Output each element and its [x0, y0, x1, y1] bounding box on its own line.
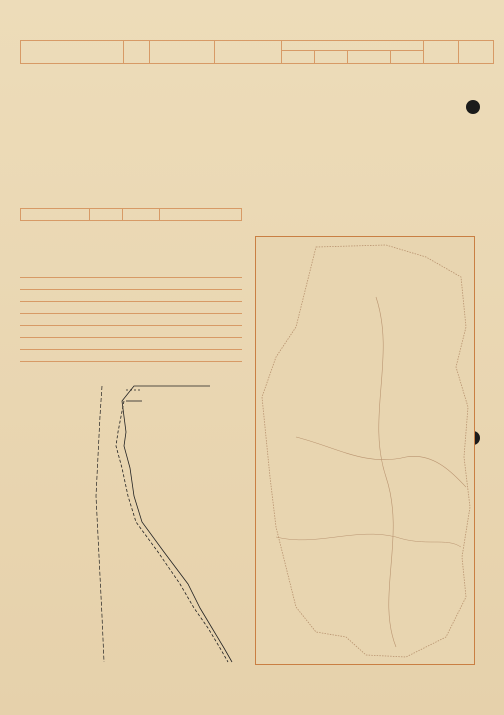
soil-row: [20, 314, 242, 326]
soil-row: [20, 326, 242, 338]
col-schneehoehe: [458, 41, 493, 64]
soil-header-row: [20, 266, 242, 278]
col-t7: [281, 51, 314, 64]
pressure-table: [20, 208, 242, 221]
soil-row: [20, 290, 242, 302]
pressure-col-reduced: [160, 209, 242, 221]
pressure-col-hoehe: [90, 209, 123, 221]
dewpoint-curve: [96, 386, 104, 662]
punch-hole: [466, 100, 480, 114]
pressure-col-mb: [123, 209, 160, 221]
col-temperatur: [281, 41, 423, 51]
map-outline: [256, 237, 474, 664]
col-wind: [215, 41, 282, 64]
col-tiefst-huette: [347, 51, 390, 64]
soil-row: [20, 278, 242, 290]
col-hoechste: [314, 51, 347, 64]
temp-curve-solid: [122, 386, 232, 662]
col-tiefst-boden: [391, 51, 424, 64]
col-niederschlag: [423, 41, 458, 64]
temperature-map: [255, 236, 475, 665]
col-wetter: [150, 41, 215, 64]
atmosphere-chart: [14, 346, 246, 676]
col-hoehe: [123, 41, 150, 64]
station-table: [20, 40, 494, 64]
pressure-label: [21, 209, 90, 221]
soil-row: [20, 302, 242, 314]
temp-curve-dashed: [116, 401, 228, 662]
col-station: [21, 41, 124, 64]
